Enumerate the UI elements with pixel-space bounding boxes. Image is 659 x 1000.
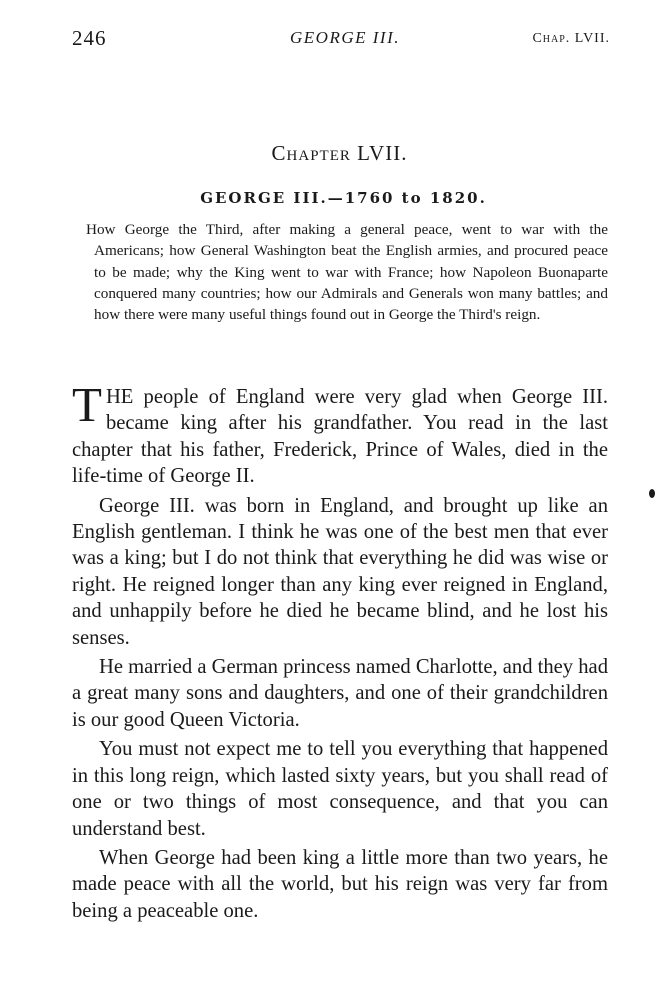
body-text	[72, 377, 608, 927]
paragraph-4: You must not expect me to tell you everything that happened in this long reign, which lasted sixty years, but you shall read of one or two things of most consequence, and that you can understand best.	[72, 738, 608, 840]
running-title: GEORGE III.	[290, 28, 400, 47]
chapter-synopsis: How George the Third, after making a general peace, went to war with the Americans; how General Washington beat the English armies, and procured peace to be made; why the King went to war with France; how Napoleon Buonaparte conquered many countries; how our Admirals and Generals won many battles; and how there were many useful things found out in George the Third's reign.	[86, 221, 608, 324]
paragraph-2: George III. was born in England, and brought up like an English gentleman. I think he was one of the best men that ever was a king; but I do not think that everything he did was wise or right. He reigned longer than any king ever reigned in England, and unhappily before he died he became blind, and he lost his senses.	[72, 494, 608, 649]
ink-blot-mark	[649, 489, 655, 498]
drop-cap: T	[72, 377, 102, 432]
running-head	[72, 26, 610, 56]
paragraph-1	[72, 377, 608, 490]
running-chapter-ref: Chap. LVII.	[532, 31, 610, 46]
page-number: 246	[72, 26, 107, 50]
paragraph-3: He married a German princess named Charlotte, and they had a great many sons and daughters, and one of their grandchildren is our good Queen Victoria.	[72, 656, 608, 731]
chapter-heading: Chapter LVII.	[271, 141, 408, 165]
paragraph-1-text: HE people of England were very glad when George III. became king after his grandfather. You read in the last chapter that his father, Frederick, Prince of Wales, died in the life-time of George II.	[72, 386, 608, 488]
chapter-subtitle: GEORGE III.—1760 to 1820.	[200, 189, 487, 207]
paragraph-5: When George had been king a little more than two years, he made peace with all the world, but his reign was very far from being a peaceable one.	[72, 846, 608, 922]
